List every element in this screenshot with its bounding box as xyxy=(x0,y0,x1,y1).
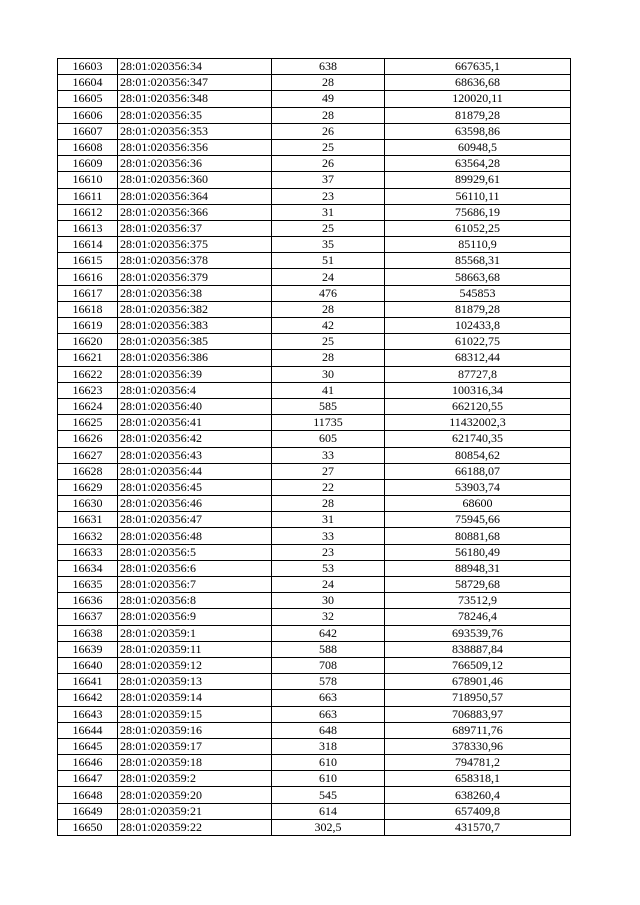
cadastral-number-cell: 28:01:020359:14 xyxy=(118,690,272,706)
table-row xyxy=(58,722,571,738)
row-number-cell: 16626 xyxy=(58,431,118,447)
row-number-cell: 16634 xyxy=(58,560,118,576)
cadastral-number-cell: 28:01:020359:21 xyxy=(118,803,272,819)
table-row xyxy=(58,139,571,155)
cadastral-value-cell: 53903,74 xyxy=(385,479,571,495)
area-cell: 642 xyxy=(272,625,385,641)
cadastral-value-cell: 63564,28 xyxy=(385,156,571,172)
row-number-cell: 16650 xyxy=(58,819,118,835)
area-cell: 28 xyxy=(272,350,385,366)
cadastral-value-cell: 678901,46 xyxy=(385,674,571,690)
area-cell: 476 xyxy=(272,285,385,301)
cadastral-number-cell: 28:01:020359:20 xyxy=(118,787,272,803)
cadastral-value-cell: 56110,11 xyxy=(385,188,571,204)
cadastral-value-cell: 80854,62 xyxy=(385,447,571,463)
cadastral-value-cell: 89929,61 xyxy=(385,172,571,188)
row-number-cell: 16620 xyxy=(58,334,118,350)
row-number-cell: 16632 xyxy=(58,528,118,544)
cadastral-number-cell: 28:01:020356:385 xyxy=(118,334,272,350)
row-number-cell: 16639 xyxy=(58,641,118,657)
row-number-cell: 16617 xyxy=(58,285,118,301)
cadastral-value-cell: 120020,11 xyxy=(385,91,571,107)
area-cell: 30 xyxy=(272,366,385,382)
cadastral-value-cell: 66188,07 xyxy=(385,463,571,479)
cadastral-number-cell: 28:01:020356:47 xyxy=(118,512,272,528)
table-row xyxy=(58,755,571,771)
cadastral-value-cell: 657409,8 xyxy=(385,803,571,819)
area-cell: 708 xyxy=(272,657,385,673)
table-row xyxy=(58,75,571,91)
row-number-cell: 16645 xyxy=(58,738,118,754)
cadastral-value-cell: 838887,84 xyxy=(385,641,571,657)
cadastral-number-cell: 28:01:020356:38 xyxy=(118,285,272,301)
area-cell: 37 xyxy=(272,172,385,188)
cadastral-value-cell: 73512,9 xyxy=(385,593,571,609)
cadastral-value-cell: 545853 xyxy=(385,285,571,301)
row-number-cell: 16649 xyxy=(58,803,118,819)
cadastral-number-cell: 28:01:020359:1 xyxy=(118,625,272,641)
cadastral-value-cell: 667635,1 xyxy=(385,59,571,75)
cadastral-number-cell: 28:01:020356:360 xyxy=(118,172,272,188)
row-number-cell: 16622 xyxy=(58,366,118,382)
area-cell: 26 xyxy=(272,156,385,172)
row-number-cell: 16613 xyxy=(58,220,118,236)
cadastral-value-cell: 378330,96 xyxy=(385,738,571,754)
table-row xyxy=(58,819,571,835)
cadastral-value-cell: 621740,35 xyxy=(385,431,571,447)
row-number-cell: 16606 xyxy=(58,107,118,123)
table-row xyxy=(58,528,571,544)
cadastral-number-cell: 28:01:020359:12 xyxy=(118,657,272,673)
row-number-cell: 16611 xyxy=(58,188,118,204)
area-cell: 32 xyxy=(272,609,385,625)
area-cell: 614 xyxy=(272,803,385,819)
table-row xyxy=(58,301,571,317)
cadastral-value-cell: 80881,68 xyxy=(385,528,571,544)
cadastral-number-cell: 28:01:020359:18 xyxy=(118,755,272,771)
area-cell: 302,5 xyxy=(272,819,385,835)
cadastral-number-cell: 28:01:020356:39 xyxy=(118,366,272,382)
table-row xyxy=(58,641,571,657)
table-row xyxy=(58,560,571,576)
area-cell: 610 xyxy=(272,771,385,787)
cadastral-value-table xyxy=(57,58,571,836)
cadastral-value-cell: 68600 xyxy=(385,496,571,512)
table-row xyxy=(58,706,571,722)
table-row xyxy=(58,91,571,107)
table-row xyxy=(58,59,571,75)
area-cell: 578 xyxy=(272,674,385,690)
cadastral-number-cell: 28:01:020356:383 xyxy=(118,318,272,334)
cadastral-number-cell: 28:01:020356:356 xyxy=(118,139,272,155)
cadastral-number-cell: 28:01:020359:11 xyxy=(118,641,272,657)
cadastral-number-cell: 28:01:020356:35 xyxy=(118,107,272,123)
cadastral-number-cell: 28:01:020356:36 xyxy=(118,156,272,172)
cadastral-number-cell: 28:01:020356:44 xyxy=(118,463,272,479)
table-row xyxy=(58,463,571,479)
table-row xyxy=(58,496,571,512)
table-row xyxy=(58,625,571,641)
cadastral-value-cell: 61022,75 xyxy=(385,334,571,350)
table-row xyxy=(58,366,571,382)
row-number-cell: 16628 xyxy=(58,463,118,479)
table-row xyxy=(58,204,571,220)
table-row xyxy=(58,803,571,819)
row-number-cell: 16647 xyxy=(58,771,118,787)
area-cell: 25 xyxy=(272,334,385,350)
table-body xyxy=(58,59,571,836)
row-number-cell: 16630 xyxy=(58,496,118,512)
cadastral-number-cell: 28:01:020359:16 xyxy=(118,722,272,738)
cadastral-value-cell: 718950,57 xyxy=(385,690,571,706)
table-row xyxy=(58,318,571,334)
cadastral-value-cell: 88948,31 xyxy=(385,560,571,576)
area-cell: 28 xyxy=(272,301,385,317)
table-row xyxy=(58,285,571,301)
area-cell: 588 xyxy=(272,641,385,657)
row-number-cell: 16619 xyxy=(58,318,118,334)
area-cell: 585 xyxy=(272,398,385,414)
cadastral-number-cell: 28:01:020356:8 xyxy=(118,593,272,609)
table-row xyxy=(58,479,571,495)
area-cell: 11735 xyxy=(272,415,385,431)
area-cell: 35 xyxy=(272,237,385,253)
area-cell: 22 xyxy=(272,479,385,495)
row-number-cell: 16616 xyxy=(58,269,118,285)
cadastral-value-cell: 58729,68 xyxy=(385,577,571,593)
area-cell: 610 xyxy=(272,755,385,771)
row-number-cell: 16615 xyxy=(58,253,118,269)
cadastral-value-cell: 87727,8 xyxy=(385,366,571,382)
table-row xyxy=(58,172,571,188)
cadastral-value-cell: 63598,86 xyxy=(385,123,571,139)
table-row xyxy=(58,674,571,690)
cadastral-number-cell: 28:01:020356:34 xyxy=(118,59,272,75)
cadastral-value-cell: 662120,55 xyxy=(385,398,571,414)
cadastral-number-cell: 28:01:020356:46 xyxy=(118,496,272,512)
area-cell: 25 xyxy=(272,139,385,155)
row-number-cell: 16643 xyxy=(58,706,118,722)
area-cell: 53 xyxy=(272,560,385,576)
row-number-cell: 16636 xyxy=(58,593,118,609)
area-cell: 545 xyxy=(272,787,385,803)
cadastral-value-cell: 85110,9 xyxy=(385,237,571,253)
table-row xyxy=(58,447,571,463)
cadastral-number-cell: 28:01:020359:17 xyxy=(118,738,272,754)
cadastral-number-cell: 28:01:020356:7 xyxy=(118,577,272,593)
area-cell: 663 xyxy=(272,706,385,722)
table-row xyxy=(58,771,571,787)
row-number-cell: 16610 xyxy=(58,172,118,188)
cadastral-value-cell: 60948,5 xyxy=(385,139,571,155)
cadastral-value-cell: 100316,34 xyxy=(385,382,571,398)
cadastral-value-cell: 75945,66 xyxy=(385,512,571,528)
row-number-cell: 16623 xyxy=(58,382,118,398)
table-row xyxy=(58,123,571,139)
area-cell: 638 xyxy=(272,59,385,75)
cadastral-number-cell: 28:01:020356:382 xyxy=(118,301,272,317)
cadastral-number-cell: 28:01:020356:364 xyxy=(118,188,272,204)
area-cell: 41 xyxy=(272,382,385,398)
area-cell: 24 xyxy=(272,577,385,593)
area-cell: 31 xyxy=(272,512,385,528)
cadastral-value-cell: 706883,97 xyxy=(385,706,571,722)
cadastral-number-cell: 28:01:020356:48 xyxy=(118,528,272,544)
area-cell: 33 xyxy=(272,528,385,544)
cadastral-number-cell: 28:01:020356:5 xyxy=(118,544,272,560)
cadastral-value-cell: 75686,19 xyxy=(385,204,571,220)
table-row xyxy=(58,237,571,253)
row-number-cell: 16641 xyxy=(58,674,118,690)
table-row xyxy=(58,609,571,625)
row-number-cell: 16614 xyxy=(58,237,118,253)
row-number-cell: 16604 xyxy=(58,75,118,91)
area-cell: 23 xyxy=(272,544,385,560)
cadastral-value-cell: 11432002,3 xyxy=(385,415,571,431)
table-row xyxy=(58,577,571,593)
row-number-cell: 16605 xyxy=(58,91,118,107)
cadastral-value-cell: 56180,49 xyxy=(385,544,571,560)
cadastral-value-cell: 102433,8 xyxy=(385,318,571,334)
cadastral-value-cell: 78246,4 xyxy=(385,609,571,625)
area-cell: 49 xyxy=(272,91,385,107)
cadastral-number-cell: 28:01:020356:45 xyxy=(118,479,272,495)
cadastral-number-cell: 28:01:020356:348 xyxy=(118,91,272,107)
row-number-cell: 16644 xyxy=(58,722,118,738)
cadastral-number-cell: 28:01:020356:375 xyxy=(118,237,272,253)
area-cell: 30 xyxy=(272,593,385,609)
cadastral-number-cell: 28:01:020356:353 xyxy=(118,123,272,139)
cadastral-number-cell: 28:01:020356:43 xyxy=(118,447,272,463)
cadastral-number-cell: 28:01:020359:13 xyxy=(118,674,272,690)
table-row xyxy=(58,269,571,285)
row-number-cell: 16612 xyxy=(58,204,118,220)
cadastral-number-cell: 28:01:020359:2 xyxy=(118,771,272,787)
row-number-cell: 16624 xyxy=(58,398,118,414)
cadastral-number-cell: 28:01:020356:386 xyxy=(118,350,272,366)
cadastral-value-cell: 638260,4 xyxy=(385,787,571,803)
cadastral-number-cell: 28:01:020356:4 xyxy=(118,382,272,398)
cadastral-value-cell: 81879,28 xyxy=(385,107,571,123)
table-row xyxy=(58,690,571,706)
area-cell: 648 xyxy=(272,722,385,738)
table-row xyxy=(58,350,571,366)
table-row xyxy=(58,787,571,803)
table-row xyxy=(58,156,571,172)
row-number-cell: 16608 xyxy=(58,139,118,155)
table-row xyxy=(58,593,571,609)
row-number-cell: 16646 xyxy=(58,755,118,771)
row-number-cell: 16621 xyxy=(58,350,118,366)
row-number-cell: 16637 xyxy=(58,609,118,625)
cadastral-value-cell: 431570,7 xyxy=(385,819,571,835)
area-cell: 42 xyxy=(272,318,385,334)
cadastral-value-cell: 658318,1 xyxy=(385,771,571,787)
table-row xyxy=(58,398,571,414)
area-cell: 318 xyxy=(272,738,385,754)
cadastral-value-cell: 61052,25 xyxy=(385,220,571,236)
area-cell: 51 xyxy=(272,253,385,269)
area-cell: 24 xyxy=(272,269,385,285)
row-number-cell: 16648 xyxy=(58,787,118,803)
cadastral-number-cell: 28:01:020356:40 xyxy=(118,398,272,414)
cadastral-value-cell: 794781,2 xyxy=(385,755,571,771)
cadastral-number-cell: 28:01:020356:379 xyxy=(118,269,272,285)
area-cell: 26 xyxy=(272,123,385,139)
cadastral-number-cell: 28:01:020356:378 xyxy=(118,253,272,269)
row-number-cell: 16627 xyxy=(58,447,118,463)
cadastral-value-cell: 81879,28 xyxy=(385,301,571,317)
row-number-cell: 16638 xyxy=(58,625,118,641)
table-row xyxy=(58,107,571,123)
table-row xyxy=(58,253,571,269)
area-cell: 23 xyxy=(272,188,385,204)
cadastral-value-cell: 68636,68 xyxy=(385,75,571,91)
row-number-cell: 16609 xyxy=(58,156,118,172)
row-number-cell: 16607 xyxy=(58,123,118,139)
row-number-cell: 16635 xyxy=(58,577,118,593)
table-row xyxy=(58,382,571,398)
area-cell: 663 xyxy=(272,690,385,706)
cadastral-value-cell: 68312,44 xyxy=(385,350,571,366)
table-row xyxy=(58,657,571,673)
row-number-cell: 16640 xyxy=(58,657,118,673)
row-number-cell: 16625 xyxy=(58,415,118,431)
area-cell: 27 xyxy=(272,463,385,479)
cadastral-number-cell: 28:01:020356:347 xyxy=(118,75,272,91)
table-row xyxy=(58,738,571,754)
cadastral-number-cell: 28:01:020356:41 xyxy=(118,415,272,431)
area-cell: 28 xyxy=(272,496,385,512)
cadastral-number-cell: 28:01:020356:6 xyxy=(118,560,272,576)
cadastral-number-cell: 28:01:020356:37 xyxy=(118,220,272,236)
cadastral-value-cell: 58663,68 xyxy=(385,269,571,285)
cadastral-number-cell: 28:01:020356:366 xyxy=(118,204,272,220)
table-row xyxy=(58,431,571,447)
table-row xyxy=(58,415,571,431)
area-cell: 33 xyxy=(272,447,385,463)
row-number-cell: 16633 xyxy=(58,544,118,560)
table-row xyxy=(58,334,571,350)
table-row xyxy=(58,220,571,236)
area-cell: 28 xyxy=(272,107,385,123)
table-row xyxy=(58,512,571,528)
cadastral-number-cell: 28:01:020359:15 xyxy=(118,706,272,722)
area-cell: 25 xyxy=(272,220,385,236)
area-cell: 28 xyxy=(272,75,385,91)
table-row xyxy=(58,188,571,204)
row-number-cell: 16629 xyxy=(58,479,118,495)
row-number-cell: 16642 xyxy=(58,690,118,706)
cadastral-value-cell: 689711,76 xyxy=(385,722,571,738)
cadastral-value-cell: 766509,12 xyxy=(385,657,571,673)
row-number-cell: 16631 xyxy=(58,512,118,528)
row-number-cell: 16603 xyxy=(58,59,118,75)
cadastral-value-cell: 693539,76 xyxy=(385,625,571,641)
area-cell: 605 xyxy=(272,431,385,447)
row-number-cell: 16618 xyxy=(58,301,118,317)
cadastral-number-cell: 28:01:020356:42 xyxy=(118,431,272,447)
table-row xyxy=(58,544,571,560)
cadastral-number-cell: 28:01:020359:22 xyxy=(118,819,272,835)
cadastral-value-cell: 85568,31 xyxy=(385,253,571,269)
cadastral-number-cell: 28:01:020356:9 xyxy=(118,609,272,625)
area-cell: 31 xyxy=(272,204,385,220)
